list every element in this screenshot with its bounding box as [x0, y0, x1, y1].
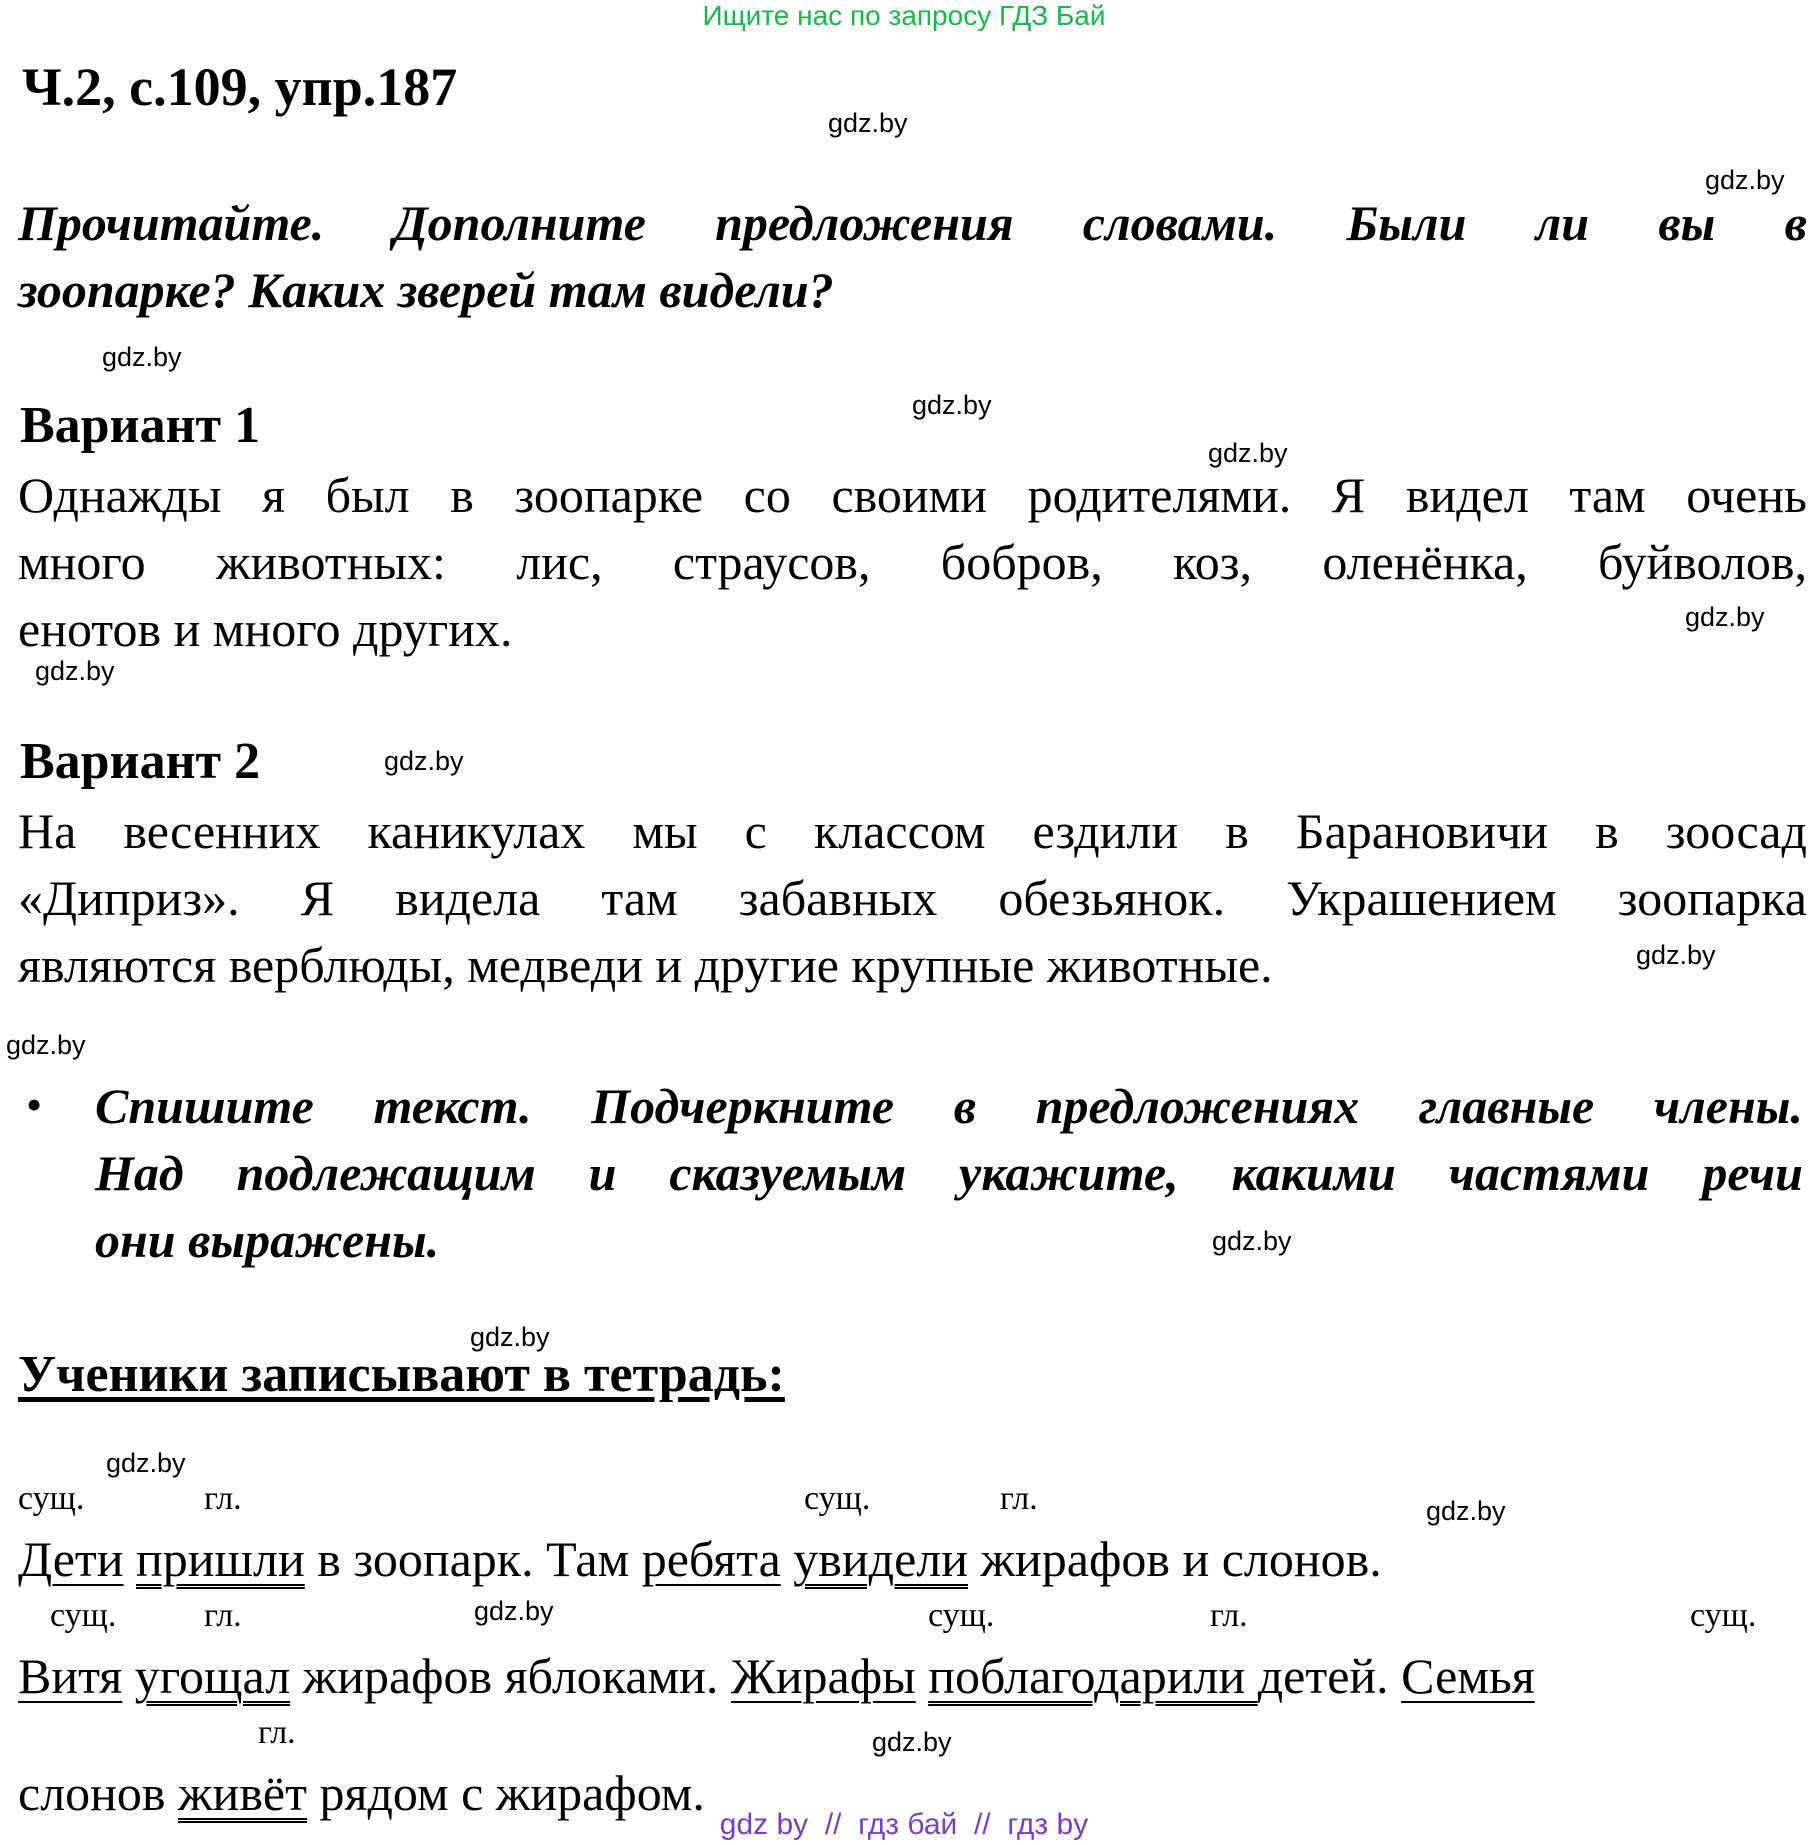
word: зоосад: [1665, 803, 1807, 859]
text-segment: в зоопарк. Там: [304, 1531, 642, 1587]
variant-2-line-1: [18, 798, 1807, 865]
text-segment: [781, 1531, 794, 1587]
word: На: [18, 803, 77, 859]
bullet-line-1: [95, 1073, 1803, 1140]
subject-word: Жирафы: [730, 1648, 916, 1704]
word: мы: [632, 803, 698, 859]
footer-watermark: gdz by // гдз бай // гдз by: [719, 1808, 1089, 1841]
word: Дополните: [393, 195, 646, 251]
word: сказуемым: [669, 1145, 907, 1201]
word: Я: [1331, 467, 1366, 523]
word: оленёнка,: [1322, 534, 1528, 590]
word: видел: [1405, 467, 1529, 523]
page-title: Ч.2, с.109, упр.187: [22, 57, 458, 117]
pos-label-noun: сущ.: [928, 1597, 995, 1634]
watermark: gdz.by: [828, 108, 908, 138]
pos-label-noun: сущ.: [1690, 1597, 1757, 1634]
word: в: [450, 467, 474, 523]
word: Барановичи: [1295, 803, 1548, 859]
word: словами.: [1082, 195, 1278, 251]
variant-1-text: [18, 462, 1807, 663]
pos-label-verb: гл.: [258, 1714, 296, 1751]
subject-word: Дети: [18, 1531, 124, 1587]
watermark: gdz.by: [1685, 602, 1765, 632]
word: очень: [1686, 467, 1807, 523]
pos-label-verb: гл.: [1210, 1597, 1248, 1634]
pos-label-noun: сущ.: [50, 1597, 117, 1634]
word: Спишите: [95, 1078, 314, 1134]
pos-label-verb: гл.: [1000, 1480, 1038, 1517]
word: предложениях: [1035, 1078, 1360, 1134]
word: животных:: [215, 534, 446, 590]
word: много: [18, 534, 146, 590]
header-note: Ищите нас по запросу ГДЗ Бай: [702, 0, 1106, 31]
text-segment: слонов: [18, 1765, 179, 1821]
word: с: [744, 803, 767, 859]
word: ли: [1535, 195, 1590, 251]
predicate-word: пришли: [136, 1531, 305, 1587]
word: лис,: [516, 534, 603, 590]
word: предложения: [715, 195, 1014, 251]
variant-2-text: [18, 798, 1807, 999]
bullet-instruction: [95, 1073, 1803, 1274]
text-segment: жирафов яблоками.: [290, 1648, 731, 1704]
pos-label-noun: сущ.: [18, 1480, 85, 1517]
text-segment: [122, 1648, 135, 1704]
word: был: [325, 467, 410, 523]
word: речи: [1702, 1145, 1803, 1201]
word: забавных: [738, 870, 938, 926]
task-line-1: [18, 190, 1807, 257]
word: классом: [813, 803, 986, 859]
word: там: [1569, 467, 1646, 523]
word: Подчеркните: [591, 1078, 895, 1134]
subject-word: Витя: [18, 1648, 123, 1704]
word: укажите,: [959, 1145, 1179, 1201]
word: Я: [300, 870, 335, 926]
word: видела: [395, 870, 541, 926]
word: я: [262, 467, 286, 523]
watermark: gdz.by: [1208, 438, 1288, 468]
text-segment: жирафов и слонов.: [967, 1531, 1382, 1587]
bullet-icon: •: [26, 1079, 43, 1130]
text-segment: детей.: [1257, 1648, 1402, 1704]
predicate-word: поблагодарили: [928, 1648, 1258, 1704]
word: подлежащим: [236, 1145, 536, 1201]
word: какими: [1231, 1145, 1396, 1201]
bullet-line-2: [95, 1140, 1803, 1207]
watermark: gdz.by: [1426, 1496, 1506, 1526]
pos-label-verb: гл.: [204, 1597, 242, 1634]
watermark: gdz.by: [872, 1727, 952, 1757]
word: ездили: [1032, 803, 1179, 859]
word: в: [1225, 803, 1249, 859]
word: со: [743, 467, 791, 523]
pos-label-verb: гл.: [204, 1480, 242, 1517]
word: зоопарка: [1617, 870, 1807, 926]
word: и: [588, 1145, 617, 1201]
variant-2-line-3: являются верблюды, медведи и другие крупные животные.: [18, 937, 1273, 993]
pos-label-noun: сущ.: [804, 1480, 871, 1517]
word: Прочитайте.: [18, 195, 325, 251]
bullet-line-3: они выражены.: [95, 1212, 440, 1268]
subject-word: Семья: [1401, 1648, 1535, 1704]
predicate-word: угощал: [134, 1648, 291, 1704]
predicate-word: увидели: [793, 1531, 968, 1587]
word: каникулах: [367, 803, 586, 859]
word: главные: [1418, 1078, 1595, 1134]
word: Над: [95, 1145, 184, 1201]
task-instruction: [18, 190, 1807, 324]
word: буйволов,: [1598, 534, 1807, 590]
variant-1-line-1: [18, 462, 1807, 529]
text-segment: [124, 1531, 137, 1587]
word: обезьянок.: [998, 870, 1226, 926]
word: весенних: [123, 803, 321, 859]
watermark: gdz.by: [912, 390, 992, 420]
word: коз,: [1173, 534, 1253, 590]
word: в: [1784, 195, 1807, 251]
word: там: [601, 870, 678, 926]
word: бобров,: [940, 534, 1103, 590]
task-line-2: зоопарке? Каких зверей там видели?: [18, 262, 834, 318]
watermark: gdz.by: [1705, 165, 1785, 195]
variant-1-heading: Вариант 1: [20, 397, 261, 454]
watermark: gdz.by: [102, 342, 182, 372]
variant-1-line-3: енотов и много других.: [18, 601, 513, 657]
word: страусов,: [672, 534, 871, 590]
watermark: gdz.by: [474, 1596, 554, 1626]
word: родителями.: [1027, 467, 1292, 523]
text-segment: [916, 1648, 929, 1704]
word: «Диприз».: [18, 870, 240, 926]
predicate-word: живёт: [178, 1765, 307, 1821]
word: вы: [1658, 195, 1716, 251]
subject-word: ребята: [641, 1531, 781, 1587]
watermark: gdz.by: [384, 746, 464, 776]
notebook-sentence-2: [18, 1647, 1535, 1705]
word: зоопарке: [514, 467, 704, 523]
variant-2-heading: Вариант 2: [20, 733, 261, 790]
word: в: [953, 1078, 977, 1134]
variant-1-line-2: [18, 529, 1807, 596]
watermark: gdz.by: [1212, 1226, 1292, 1256]
word: текст.: [373, 1078, 532, 1134]
word: в: [1595, 803, 1619, 859]
watermark: gdz.by: [35, 656, 115, 686]
variant-2-line-2: [18, 865, 1807, 932]
word: своими: [831, 467, 988, 523]
watermark: gdz.by: [1636, 940, 1716, 970]
word: Были: [1346, 195, 1467, 251]
watermark: gdz.by: [470, 1322, 550, 1352]
notebook-sentence-1: [18, 1530, 1382, 1588]
word: частями: [1448, 1145, 1650, 1201]
word: члены.: [1653, 1078, 1803, 1134]
word: Украшением: [1286, 870, 1557, 926]
word: Однажды: [18, 467, 222, 523]
watermark: gdz.by: [106, 1448, 186, 1478]
text-segment: рядом с жирафом.: [306, 1765, 705, 1821]
watermark: gdz.by: [6, 1030, 86, 1060]
notebook-heading: Ученики записывают в тетрадь:: [18, 1346, 785, 1403]
